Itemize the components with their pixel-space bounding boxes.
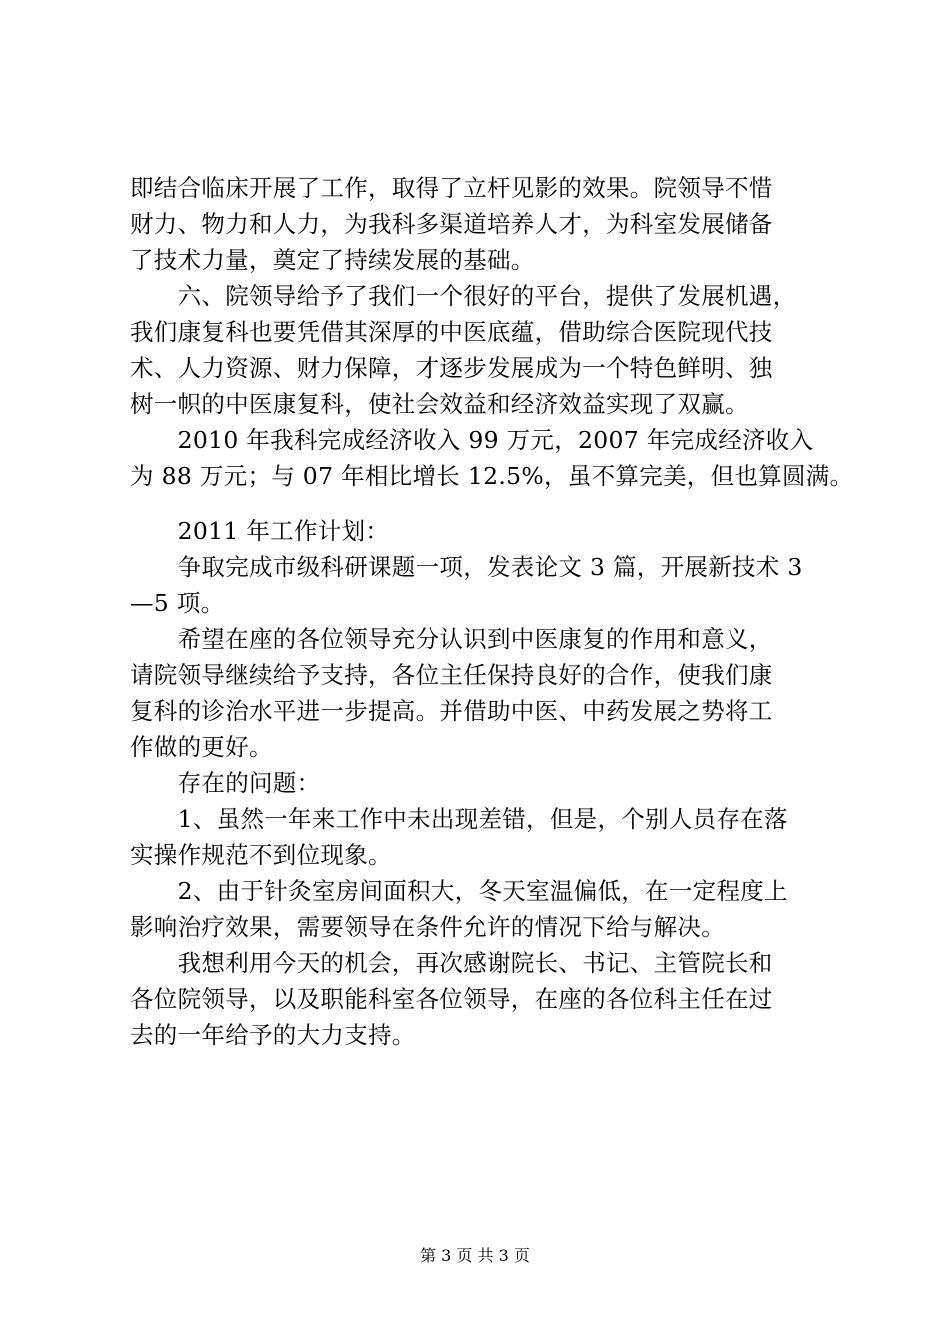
- text-line: 请院领导继续给予支持，各位主任保持良好的合作，使我们康: [130, 661, 773, 689]
- text-line: 了技术力量，奠定了持续发展的基础。: [130, 246, 535, 274]
- page-footer: 第 3 页 共 3 页: [420, 1246, 530, 1265]
- text-line: 实操作规范不到位现象。: [130, 841, 392, 869]
- text-line: 复科的诊治水平进一步提高。并借助中医、中药发展之势将工: [130, 697, 773, 725]
- text-line: 六、院领导给予了我们一个很好的平台，提供了发展机遇，: [130, 282, 797, 310]
- text-line: 树一帜的中医康复科，使社会效益和经济效益实现了双赢。: [130, 390, 749, 418]
- text-line: —5 项。: [130, 589, 225, 617]
- text-line: 1、虽然一年来工作中未出现差错，但是，个别人员存在落: [130, 805, 788, 833]
- text-line: 术、人力资源、财力保障，才逐步发展成为一个特色鲜明、独: [130, 354, 773, 382]
- text-line: 作做的更好。: [130, 733, 273, 761]
- text-line: 存在的问题：: [130, 769, 321, 797]
- text-line: 我想利用今天的机会，再次感谢院长、书记、主管院长和: [130, 949, 773, 977]
- text-line: 影响治疗效果，需要领导在条件允许的情况下给与解决。: [130, 913, 725, 941]
- text-line: 我们康复科也要凭借其深厚的中医底蕴，借助综合医院现代技: [130, 318, 773, 346]
- text-line: 2011 年工作计划：: [130, 517, 390, 545]
- text-line: 2010 年我科完成经济收入 99 万元，2007 年完成经济收入: [130, 426, 814, 454]
- text-line: 2、由于针灸室房间面积大，冬天室温偏低，在一定程度上: [130, 877, 788, 905]
- text-line: 财力、物力和人力，为我科多渠道培养人才，为科室发展储备: [130, 210, 773, 238]
- text-line: 去的一年给予的大力支持。: [130, 1021, 416, 1049]
- text-line: 各位院领导，以及职能科室各位领导，在座的各位科主任在过: [130, 985, 773, 1013]
- text-line: 为 88 万元；与 07 年相比增长 12.5%，虽不算完美，但也算圆满。: [130, 462, 854, 490]
- text-line: 希望在座的各位领导充分认识到中医康复的作用和意义，: [130, 625, 773, 653]
- text-line: 即结合临床开展了工作，取得了立杆见影的效果。院领导不惜: [130, 174, 773, 202]
- text-line: 争取完成市级科研课题一项，发表论文 3 篇，开展新技术 3: [130, 553, 803, 581]
